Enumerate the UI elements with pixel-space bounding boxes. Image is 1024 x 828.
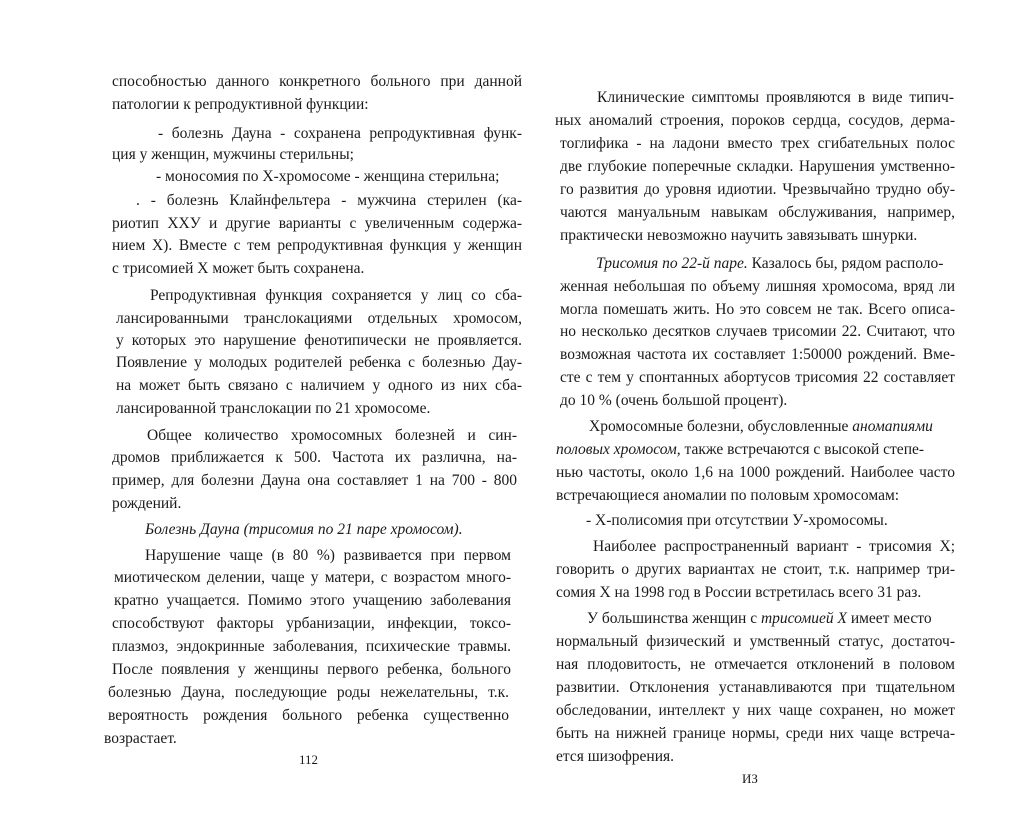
text-line: - болезнь Дауна - сохранена репродуктивная функ- [158, 125, 522, 142]
text-line: быть на нижней границе нормы, среди них чаще встреча- [556, 725, 955, 742]
text-line: ных аномалий строения, пороков сердца, сосудов, дерма- [555, 112, 955, 129]
text-line: Нарушение чаще (в 80 %) развивается при первом [145, 547, 511, 564]
text-line: - моносомия по Х-хромосоме - женщина стерильна; [156, 168, 500, 185]
text-line: возможная частота их составляет 1:50000 рождений. Вме- [560, 346, 955, 363]
page-number: ИЗ [742, 771, 758, 786]
text-line: до 10 % (очень большой процент). [560, 392, 788, 409]
text-line: Появление у молодых родителей ребенка с болезнью Дау- [116, 354, 522, 371]
text-line: риотип ХХУ и другие варианты с увеличенным содержа- [112, 215, 522, 232]
text-line: но несколько десятков случаев трисомии 22. Считают, что [560, 323, 955, 340]
text-line: способствуют факторы урбанизации, инфекции, токсо- [112, 615, 511, 632]
text-line: вероятность рождения больного ребенка существенно [108, 707, 509, 724]
section-heading: Трисомия по 22-й паре. [596, 255, 748, 272]
section-heading: Болезнь Дауна (трисомия по 21 паре хромосом). [145, 521, 463, 538]
text-line: сте с тем у спонтанных абортусов трисомия 22 составляет [560, 369, 955, 386]
text-line: Трисомия по 22-й паре. Казалось бы, рядом располо- [596, 255, 944, 272]
text-line: ция у женщин, мужчины стерильны; [112, 146, 354, 163]
text-line: лансированной транслокации по 21 хромосоме. [116, 400, 431, 417]
page-number: 112 [299, 752, 319, 767]
text-line: Клинические симптомы проявляются в виде типич- [597, 89, 954, 106]
text-line: две глубокие поперечные складки. Нарушения умственно- [560, 158, 955, 175]
text-line: чаются мануальным навыкам обслуживания, например, [560, 204, 955, 221]
text-line: сомия X на 1998 год в России встретилась всего 31 раз. [556, 584, 922, 601]
text-line: рождений. [112, 495, 182, 512]
text-line: с трисомией X может быть сохранена. [112, 260, 365, 277]
text-line: го развития до уровня идиотии. Чрезвычайно трудно обу- [560, 181, 955, 198]
text-line: дромов приближается к 500. Частота их различна, на- [112, 449, 517, 466]
text-line: патологии к репродуктивной функции: [112, 96, 369, 113]
text-line: практически невозможно научить завязывать шнурки. [560, 227, 918, 244]
text-line: нью частоты, около 1,6 на 1000 рождений. Наиболее часто [556, 464, 955, 481]
text-line: возрастает. [104, 730, 177, 747]
text-line: у которых это нарушение фенотипически не проявляется. [116, 332, 522, 349]
text-line: миотическом делении, чаще у матери, с возрастом много- [114, 569, 511, 586]
text-line: половых хромосом, также встречаются с высокой степе- [556, 441, 925, 458]
text-line: плазмоз, эндокринные заболевания, психические травмы. [112, 638, 511, 655]
text-line: нием X). Вместе с тем репродуктивная функция у женщин [112, 237, 522, 254]
text-line: развитии. Отклонения устанавливаются при тщательном [556, 679, 955, 696]
text-line: кратно учащается. Помимо этого учащению заболевания [114, 592, 511, 609]
text-line: лансированными транслокациями отдельных хромосом, [116, 310, 522, 327]
text-line: тоглифика - на ладони вместо трех сгибательных полос [560, 135, 955, 152]
text-line: могла помешать жить. Но это совсем не так. Всего описа- [560, 301, 955, 318]
text-line: говорить о других вариантах не стоит, т.к. например три- [556, 561, 955, 578]
text-line: Репродуктивная функция сохраняется у лиц со сба- [150, 287, 522, 304]
text-line: Наиболее распространенный вариант - трисомия X; [593, 538, 955, 555]
text-line: способностью данного конкретного больного при данной [112, 73, 522, 90]
text-line: пример, для болезни Дауна она составляет 1 на 700 - 800 [112, 472, 517, 489]
text-line: - Х-полисомия при отсутствии У-хромосомы. [586, 512, 888, 529]
text-line: встречающиеся аномалии по половым хромосомам: [556, 487, 900, 504]
text-line: болезнью Дауна, последующие роды нежелательны, т.к. [108, 684, 509, 701]
text-line: У большинства женщин с трисомией X имеет место [587, 610, 932, 627]
text-line: на может быть связано с наличием у одного из них сба- [116, 377, 522, 394]
text-line: нормальный физический и умственный статус, достаточ- [556, 633, 955, 650]
text-line: ется шизофрения. [556, 748, 675, 765]
text-line: . - болезнь Клайнфельтера - мужчина стерилен (ка- [136, 192, 522, 209]
text-line: Хромосомные болезни, обусловленные аномапиями [589, 418, 933, 435]
text-line: ная плодовитость, не отмечается отклонений в половом [556, 656, 955, 673]
text-line: обследовании, интеллект у них чаще сохранен, но может [556, 702, 955, 719]
text-line: женная небольшая по объему лишняя хромосома, вряд ли [560, 278, 955, 295]
text-line: Общее количество хромосомных болезней и син- [147, 427, 517, 444]
text-line: После появления у женщины первого ребенка, больного [112, 661, 511, 678]
